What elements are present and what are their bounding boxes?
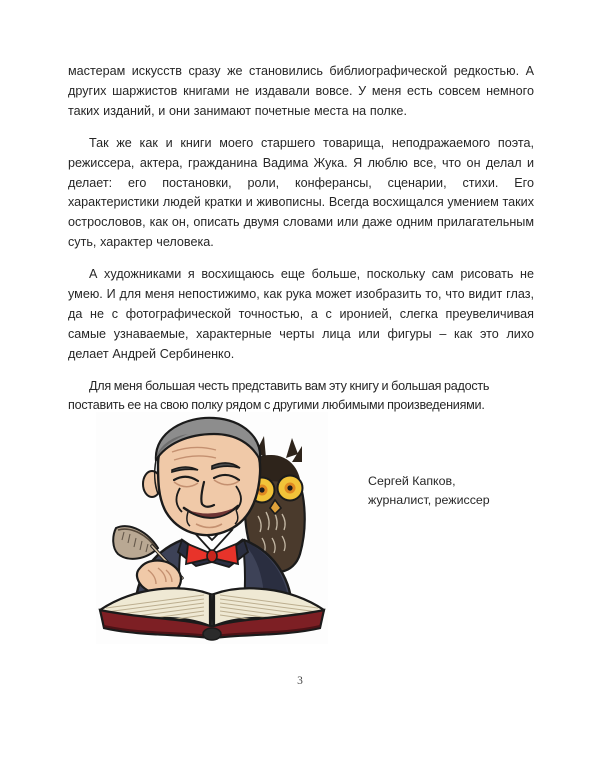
signature-block xyxy=(368,472,490,510)
open-book xyxy=(100,588,324,640)
body-text-column xyxy=(68,62,534,416)
paragraph-4: Для меня большая честь представить вам эту книгу и большая радость поставить ее на свою полку рядом с другими любимыми произведениями. xyxy=(68,378,490,413)
caricature-illustration xyxy=(96,412,328,644)
paragraph-3: А художниками я восхищаюсь еще больше, поскольку сам рисовать не умею. И для меня непостижимо, как рука может изобразить то, что видит глаз, да не с фотографической точностью, а с иронией, слегка преувеличивая самые узнаваемые, характерные черты лица или фигуры – как это лихо делает Андрей Сербиненко. xyxy=(68,267,534,361)
page-number: 3 xyxy=(297,675,303,687)
signature-role: журналист, режиссер xyxy=(368,493,490,507)
paragraph-1: мастерам искусств сразу же становились библиографической редкостью. А других шаржистов книгами не издавали вовсе. У меня есть совсем немного таких изданий, и они занимают почетные места на полке. xyxy=(68,64,534,118)
paragraph-2: Так же как и книги моего старшего товарища, неподражаемого поэта, режиссера, актера, гражданина Вадима Жука. Я люблю все, что он делал и делает: его постановки, роли, конферансы, сценарии, стихи. Его характеристики людей кратки и живописны. Всегда восхищался умением таких острословов, как он, описать двумя словами или даже одним прилагательным суть, характер человека. xyxy=(68,135,534,250)
signature-name: Сергей Капков, xyxy=(368,474,456,488)
